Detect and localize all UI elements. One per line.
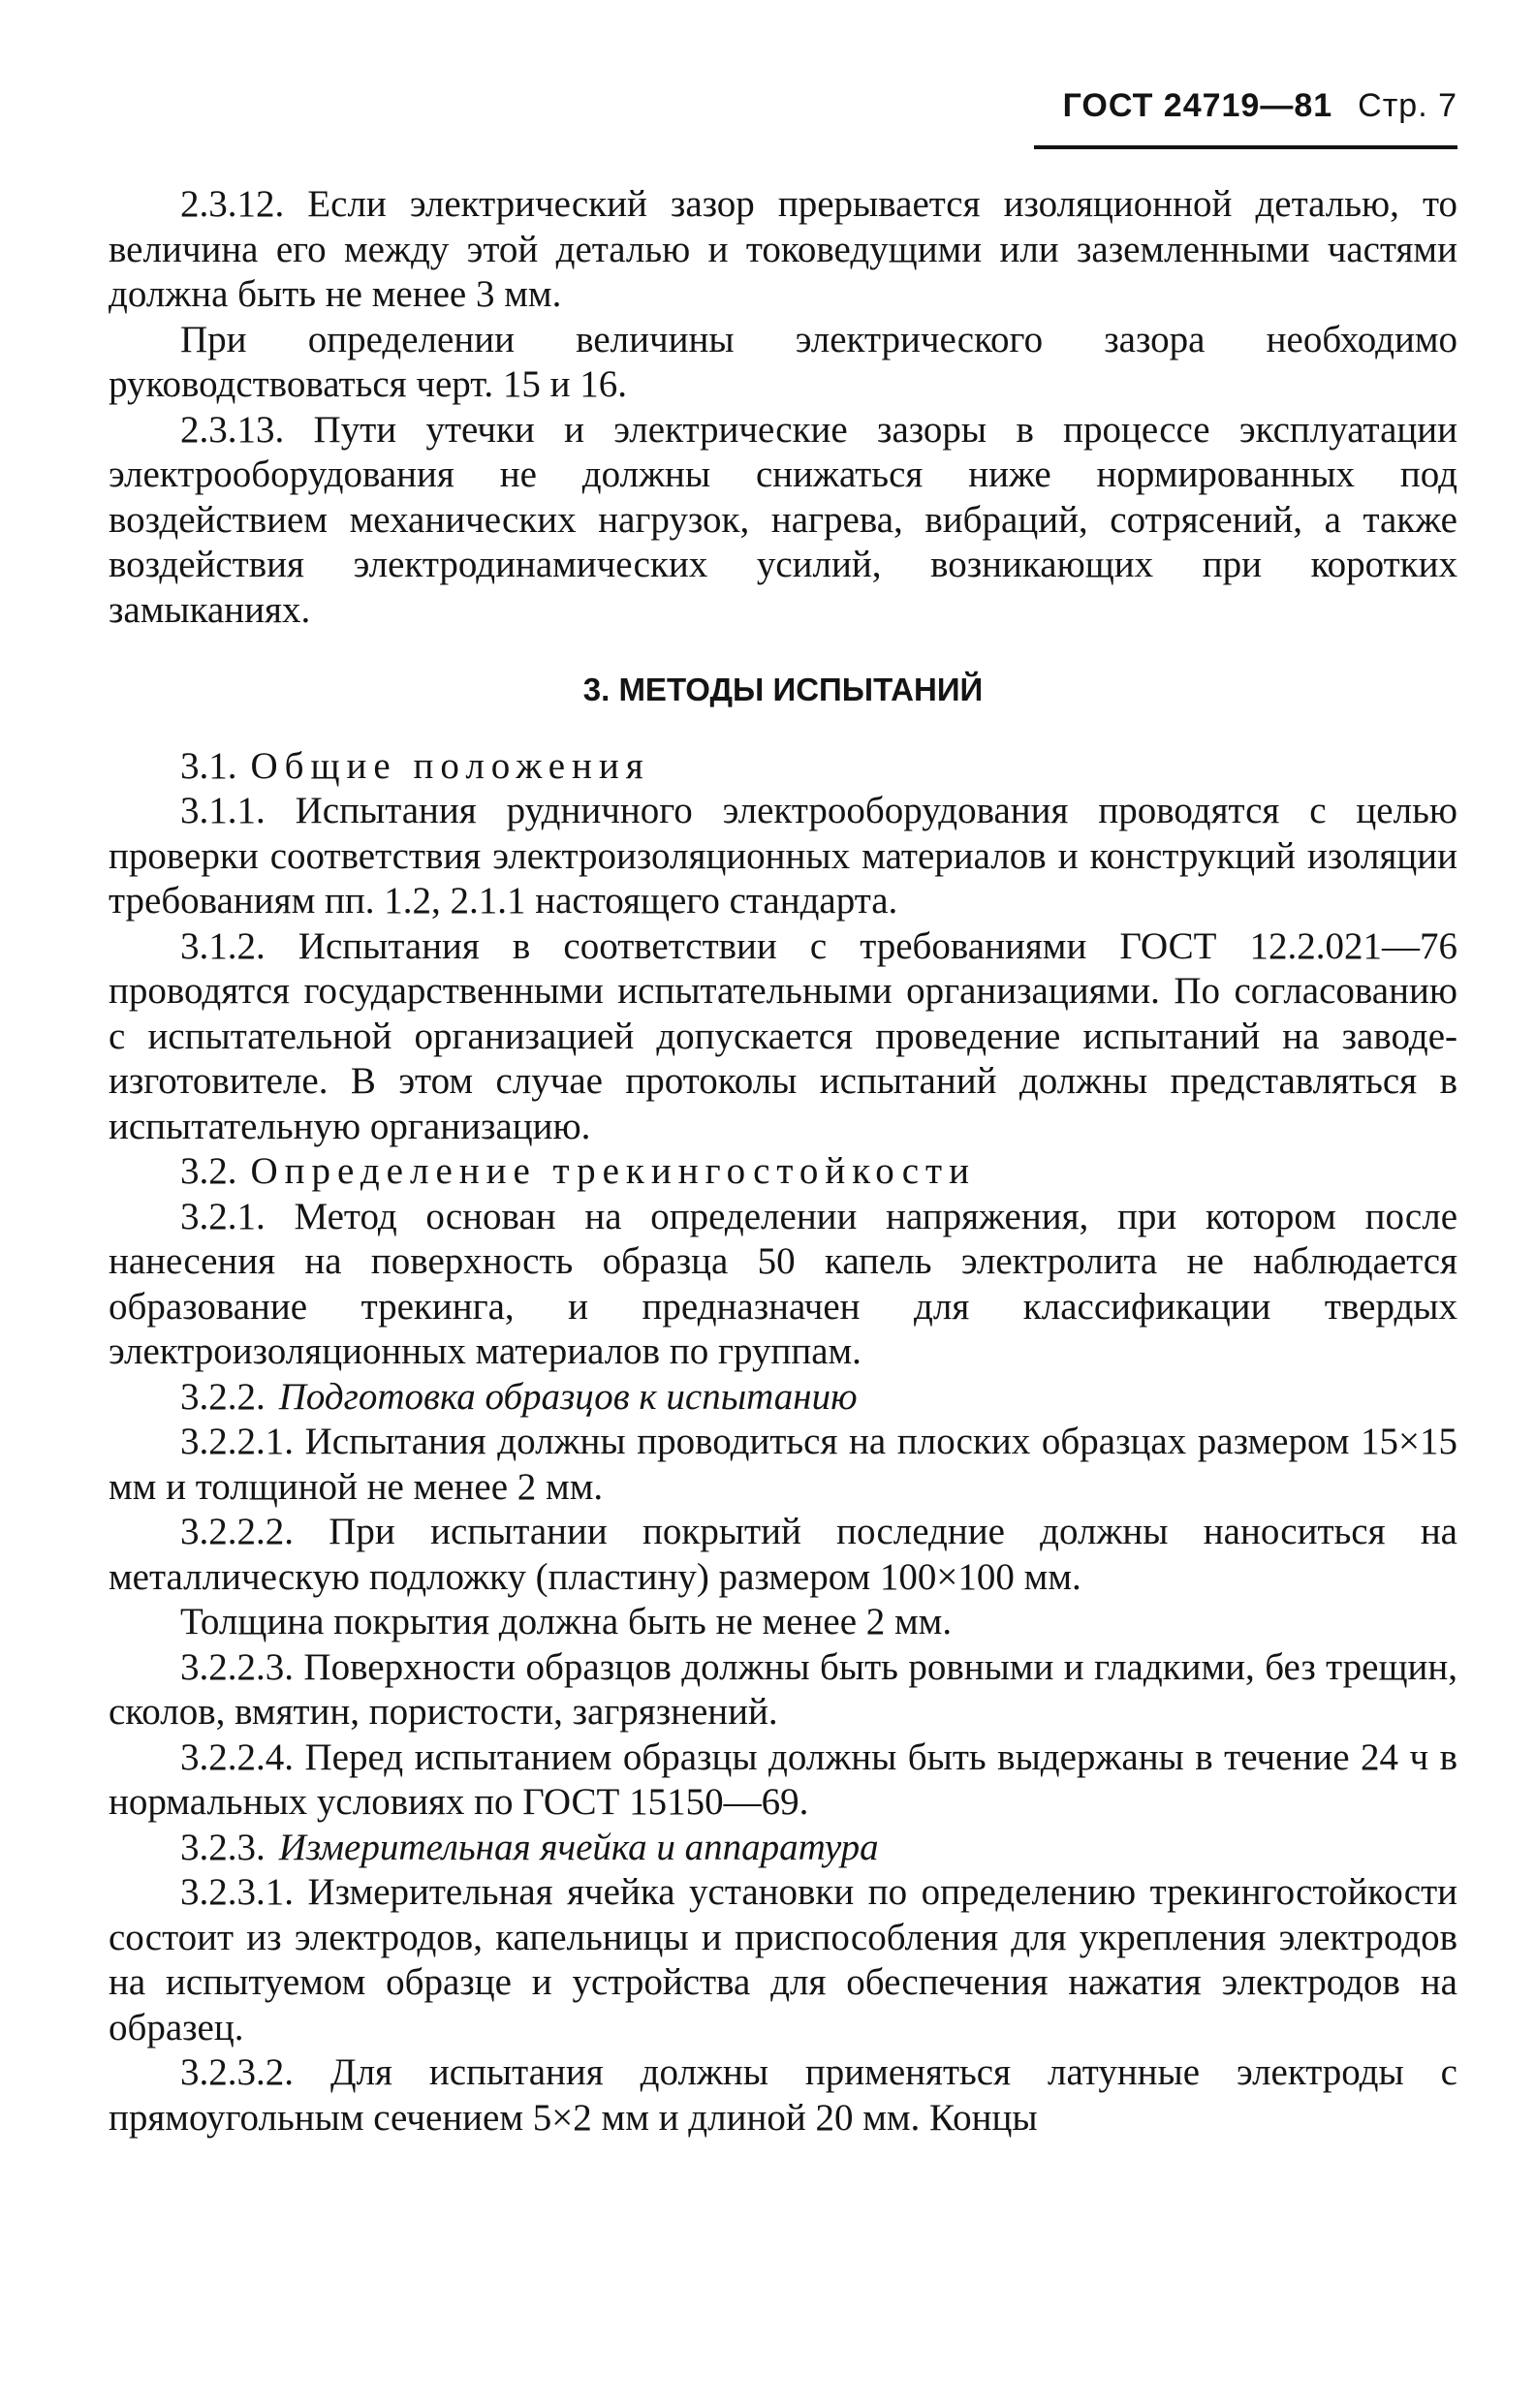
header-rule <box>1034 145 1457 149</box>
subsection-3-2-title: Определение трекингостойкости <box>250 1150 976 1192</box>
subsection-3-2-heading <box>109 1149 1457 1195</box>
paragraph-3-2-2-3: 3.2.2.3. Поверхности образцов должны быть ровными и гладкими, без трещин, сколов, вмятин, пористости, загрязнений. <box>109 1645 1457 1733</box>
paragraph-3-1-1: 3.1.1. Испытания рудничного электрооборудования проводятся с целью проверки соответствия электроизоляционных материалов и конструкций изоляции требованиям пп. 1.2, 2.1.1 настоящего стандарта. <box>109 790 1457 922</box>
paragraph-2-3-12-note: При определении величины электрического зазора необходимо руководствоваться черт. 15 и 16. <box>109 318 1457 405</box>
standard-number: ГОСТ 24719—81 <box>1062 87 1333 124</box>
running-header <box>109 87 1457 141</box>
paragraph-2-3-12: 2.3.12. Если электрический зазор прерывается изоляционной деталью, то величина его между этой деталью и токоведущими или заземленными частями должна быть не менее 3 мм. <box>109 183 1457 315</box>
paragraph-3-2-3-2: 3.2.3.2. Для испытания должны применяться латунные электроды с прямоугольным сечением 5×2 мм и длиной 20 мм. Концы <box>109 2051 1457 2139</box>
paragraph-3-2-2-2: 3.2.2.2. При испытании покрытий последние должны наноситься на металлическую подложку (пластину) размером 100×100 мм. <box>109 1511 1457 1598</box>
subsection-3-2-2-number: 3.2.2. <box>180 1375 266 1418</box>
body-text <box>109 182 1457 2141</box>
subsection-3-1-number: 3.1. <box>180 744 237 787</box>
paragraph-3-2-3-1: 3.2.3.1. Измерительная ячейка установки по определению трекингостойкости состоит из электродов, капельницы и приспособления для укрепления электродов на испытуемом образце и устройства для обеспечения нажатия электродов на образец. <box>109 1871 1457 2048</box>
subsection-3-2-2-title: Подготовка образцов к испытанию <box>278 1375 858 1418</box>
subsection-3-2-3-number: 3.2.3. <box>180 1826 266 1868</box>
paragraph-2-3-13: 2.3.13. Пути утечки и электрические зазоры в процессе эксплуатации электрооборудования не должны снижаться ниже нормированных под воздействием механических нагрузок, нагрева, вибраций, сотрясений, а также воздействия электродинамических усилий, возникающих при коротких замыканиях. <box>109 408 1457 631</box>
subsection-3-2-3-title: Измерительная ячейка и аппаратура <box>278 1826 879 1868</box>
paragraph-3-2-2-2-note: Толщина покрытия должна быть не менее 2 мм. <box>180 1601 953 1642</box>
paragraph-3-2-2-1: 3.2.2.1. Испытания должны проводиться на плоских образцах размером 15×15 мм и толщиной не менее 2 мм. <box>109 1421 1457 1508</box>
section-3-heading: 3. МЕТОДЫ ИСПЫТАНИЙ <box>582 672 984 707</box>
subsection-3-2-2-heading <box>109 1375 1457 1421</box>
subsection-3-2-number: 3.2. <box>180 1150 237 1192</box>
paragraph-3-2-2-4: 3.2.2.4. Перед испытанием образцы должны быть выдержаны в течение 24 ч в нормальных условиях по ГОСТ 15150—69. <box>109 1736 1457 1823</box>
subsection-3-1-title: Общие положения <box>250 744 650 787</box>
document-page <box>109 87 1457 2139</box>
subsection-3-2-3-heading <box>109 1826 1457 1871</box>
paragraph-3-1-2: 3.1.2. Испытания в соответствии с требованиями ГОСТ 12.2.021—76 проводятся государственными испытательными организациями. По согласованию с испытательной организацией допускается проведение испытаний на заводе-изготовителе. В этом случае протоколы испытаний должны представляться в испытательную организацию. <box>109 924 1457 1147</box>
subsection-3-1-heading <box>109 744 1457 790</box>
paragraph-3-2-1: 3.2.1. Метод основан на определении напряжения, при котором после нанесения на поверхность образца 50 капель электролита не наблюдается образование трекинга, и предназначен для классификации твердых электроизоляционных материалов по группам. <box>109 1195 1457 1372</box>
page-number: Стр. 7 <box>1358 87 1457 124</box>
